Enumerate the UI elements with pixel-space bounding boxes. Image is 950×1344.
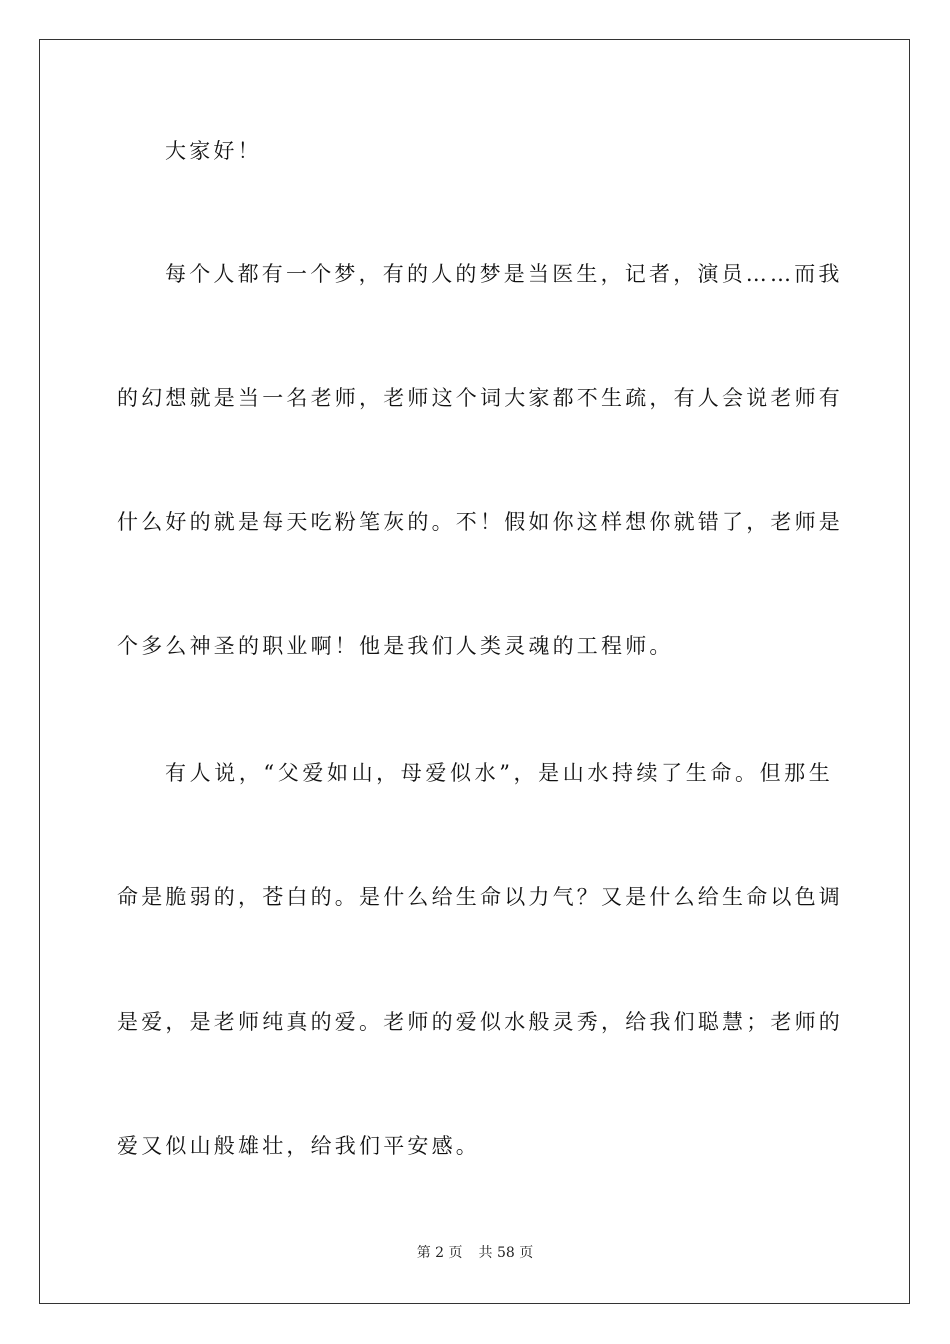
page-total: 共 58 页 (478, 1245, 534, 1261)
paragraph-1-line-1: 每个人都有一个梦，有的人的梦是当医生，记者，演员……而我 (165, 262, 843, 286)
paragraph-2-line-2: 命是脆弱的，苍白的。是什么给生命以力气？又是什么给生命以色调 (117, 885, 843, 909)
page-border (39, 39, 910, 1304)
paragraph-1-line-4: 个多么神圣的职业啊！他是我们人类灵魂的工程师。 (117, 634, 674, 658)
paragraph-1-line-3: 什么好的就是每天吃粉笔灰的。不！假如你这样想你就错了，老师是 (117, 510, 843, 534)
paragraph-2-line-3: 是爱，是老师纯真的爱。老师的爱似水般灵秀，给我们聪慧；老师的 (117, 1010, 843, 1034)
paragraph-2-line-1: 有人说，“父爱如山，母爱似水”，是山水持续了生命。但那生 (165, 761, 833, 785)
paragraph-2-line-4: 爱又似山般雄壮，给我们平安感。 (117, 1134, 480, 1158)
page-footer (0, 1243, 950, 1263)
page-number: 第 2 页 (416, 1245, 463, 1261)
paragraph-1-line-2: 的幻想就是当一名老师，老师这个词大家都不生疏，有人会说老师有 (117, 386, 843, 410)
greeting-line: 大家好！ (165, 139, 262, 163)
